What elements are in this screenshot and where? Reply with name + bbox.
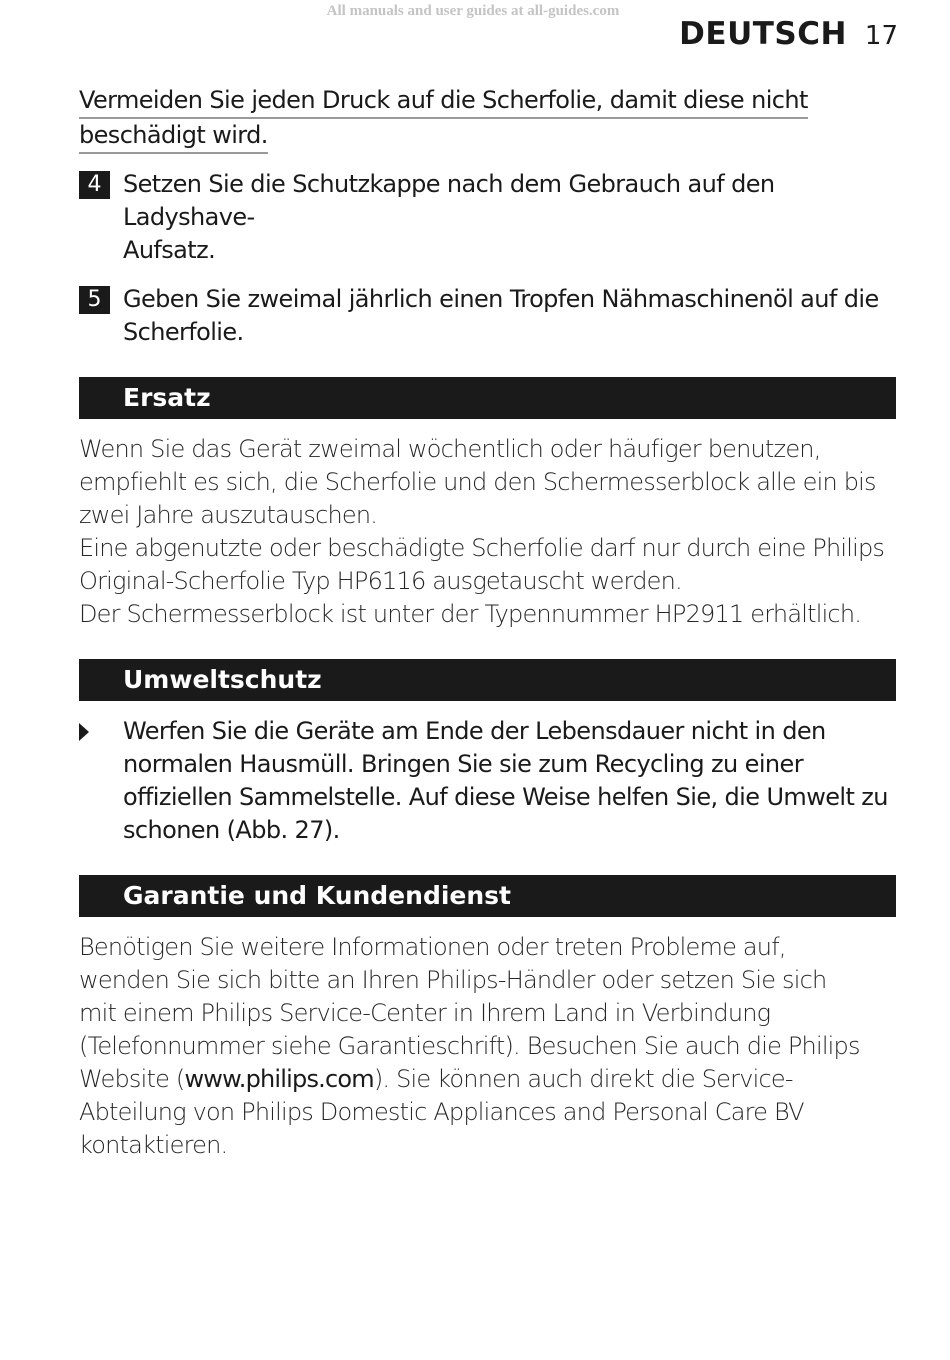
body-line: Abteilung von Philips Domestic Appliances and Personal Care BV xyxy=(79,1098,804,1126)
body-line: mit einem Philips Service-Center in Ihrem Land in Verbindung xyxy=(79,999,771,1027)
step-number-badge: 5 xyxy=(79,286,110,314)
garantie-body xyxy=(79,931,896,1162)
page-number: 17 xyxy=(864,21,898,51)
warning-line: beschädigt wird. xyxy=(79,120,268,154)
body-line: zwei Jahre auszutauschen. xyxy=(79,501,378,529)
warning-note xyxy=(79,84,896,154)
step-number-badge: 4 xyxy=(79,171,110,199)
section-heading-ersatz: Ersatz xyxy=(79,377,896,419)
body-line: Benötigen Sie weitere Informationen oder treten Probleme auf, xyxy=(79,933,786,961)
body-line: kontaktieren. xyxy=(79,1131,228,1159)
step-text-line: Geben Sie zweimal jährlich einen Tropfen Nähmaschinenöl auf die xyxy=(123,285,879,313)
watermark: All manuals and user guides at all-guides.com xyxy=(326,3,620,19)
umweltschutz-bullet xyxy=(79,715,896,847)
ersatz-body xyxy=(79,433,896,631)
bullet-line: offiziellen Sammelstelle. Auf diese Weise helfen Sie, die Umwelt zu xyxy=(123,783,888,811)
section-heading-umweltschutz: Umweltschutz xyxy=(79,659,896,701)
website-suffix: ). Sie können auch direkt die Service- xyxy=(373,1065,793,1093)
body-line: Eine abgenutzte oder beschädigte Scherfolie darf nur durch eine Philips xyxy=(79,534,885,562)
language-label: DEUTSCH xyxy=(679,16,847,52)
body-line: wenden Sie sich bitte an Ihren Philips-Händler oder setzen Sie sich xyxy=(79,966,827,994)
page-header xyxy=(679,16,898,52)
body-line: (Telefonnummer siehe Garantieschrift). Besuchen Sie auch die Philips xyxy=(79,1032,860,1060)
website-prefix: Website ( xyxy=(79,1065,185,1093)
step-text-line: Aufsatz. xyxy=(123,236,216,264)
step-5 xyxy=(79,283,896,349)
body-line: Der Schermesserblock ist unter der Typennummer HP2911 erhältlich. xyxy=(79,600,862,628)
page-content xyxy=(79,84,896,1190)
section-heading-garantie: Garantie und Kundendienst xyxy=(79,875,896,917)
body-line: Original-Scherfolie Typ HP6116 ausgetauscht werden. xyxy=(79,567,682,595)
step-4 xyxy=(79,168,896,267)
body-line xyxy=(79,1063,896,1096)
body-line: empfiehlt es sich, die Scherfolie und den Schermesserblock alle ein bis xyxy=(79,468,876,496)
warning-line: Vermeiden Sie jeden Druck auf die Scherfolie, damit diese nicht xyxy=(79,85,808,119)
body-line: Wenn Sie das Gerät zweimal wöchentlich oder häufiger benutzen, xyxy=(79,435,821,463)
bullet-line: normalen Hausmüll. Bringen Sie sie zum Recycling zu einer xyxy=(123,750,803,778)
bullet-arrow-icon xyxy=(79,723,89,741)
step-text-line: Setzen Sie die Schutzkappe nach dem Gebrauch auf den Ladyshave- xyxy=(123,170,775,231)
website-link[interactable]: www.philips.com xyxy=(184,1065,374,1093)
bullet-line: Werfen Sie die Geräte am Ende der Lebensdauer nicht in den xyxy=(123,717,826,745)
step-text-line: Scherfolie. xyxy=(123,318,244,346)
bullet-line: schonen (Abb. 27). xyxy=(123,816,340,844)
